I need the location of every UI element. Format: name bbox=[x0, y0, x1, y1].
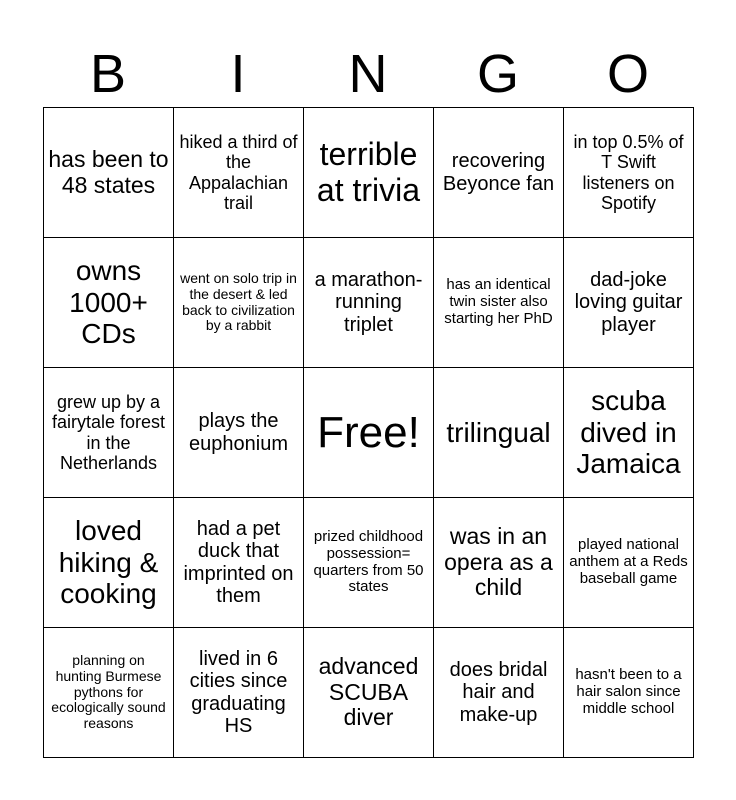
header-letter-n: N bbox=[348, 44, 388, 104]
bingo-cell[interactable]: went on solo trip in the desert & led back to civilization by a rabbit bbox=[174, 238, 304, 368]
bingo-cell[interactable]: scuba dived in Jamaica bbox=[564, 368, 694, 498]
bingo-cell[interactable]: played national anthem at a Reds baseball game bbox=[564, 498, 694, 628]
bingo-cell[interactable]: recovering Beyonce fan bbox=[434, 108, 564, 238]
grid-row-3 bbox=[44, 368, 694, 498]
bingo-cell[interactable]: lived in 6 cities since graduating HS bbox=[174, 628, 304, 758]
bingo-cell[interactable]: does bridal hair and make-up bbox=[434, 628, 564, 758]
bingo-cell[interactable]: was in an opera as a child bbox=[434, 498, 564, 628]
bingo-cell[interactable]: planning on hunting Burmese pythons for ecologically sound reasons bbox=[44, 628, 174, 758]
header-letter-g: G bbox=[476, 44, 519, 104]
header-letter-i: I bbox=[230, 44, 246, 104]
bingo-cell[interactable]: owns 1000+ CDs bbox=[44, 238, 174, 368]
free-space-cell[interactable]: Free! bbox=[304, 368, 434, 498]
grid-row-1 bbox=[44, 108, 694, 238]
header-letter-o: O bbox=[606, 44, 649, 104]
grid-row-5 bbox=[44, 628, 694, 758]
bingo-cell[interactable]: has been to 48 states bbox=[44, 108, 174, 238]
bingo-cell[interactable]: terrible at trivia bbox=[304, 108, 434, 238]
bingo-cell[interactable]: loved hiking & cooking bbox=[44, 498, 174, 628]
grid-row-2 bbox=[44, 238, 694, 368]
bingo-cell[interactable]: prized childhood possession= quarters from 50 states bbox=[304, 498, 434, 628]
bingo-cell[interactable]: had a pet duck that imprinted on them bbox=[174, 498, 304, 628]
bingo-cell[interactable]: plays the euphonium bbox=[174, 368, 304, 498]
bingo-cell[interactable]: dad-joke loving guitar player bbox=[564, 238, 694, 368]
bingo-cell[interactable]: in top 0.5% of T Swift listeners on Spotify bbox=[564, 108, 694, 238]
bingo-cell[interactable]: hasn't been to a hair salon since middle school bbox=[564, 628, 694, 758]
bingo-cell[interactable]: hiked a third of the Appalachian trail bbox=[174, 108, 304, 238]
bingo-cell[interactable]: has an identical twin sister also starting her PhD bbox=[434, 238, 564, 368]
bingo-cell[interactable]: advanced SCUBA diver bbox=[304, 628, 434, 758]
bingo-header bbox=[43, 40, 693, 108]
bingo-grid bbox=[43, 107, 694, 758]
header-letter-b: B bbox=[89, 44, 127, 104]
bingo-cell[interactable]: trilingual bbox=[434, 368, 564, 498]
bingo-cell[interactable]: a marathon-running triplet bbox=[304, 238, 434, 368]
bingo-cell[interactable]: grew up by a fairytale forest in the Netherlands bbox=[44, 368, 174, 498]
grid-row-4 bbox=[44, 498, 694, 628]
